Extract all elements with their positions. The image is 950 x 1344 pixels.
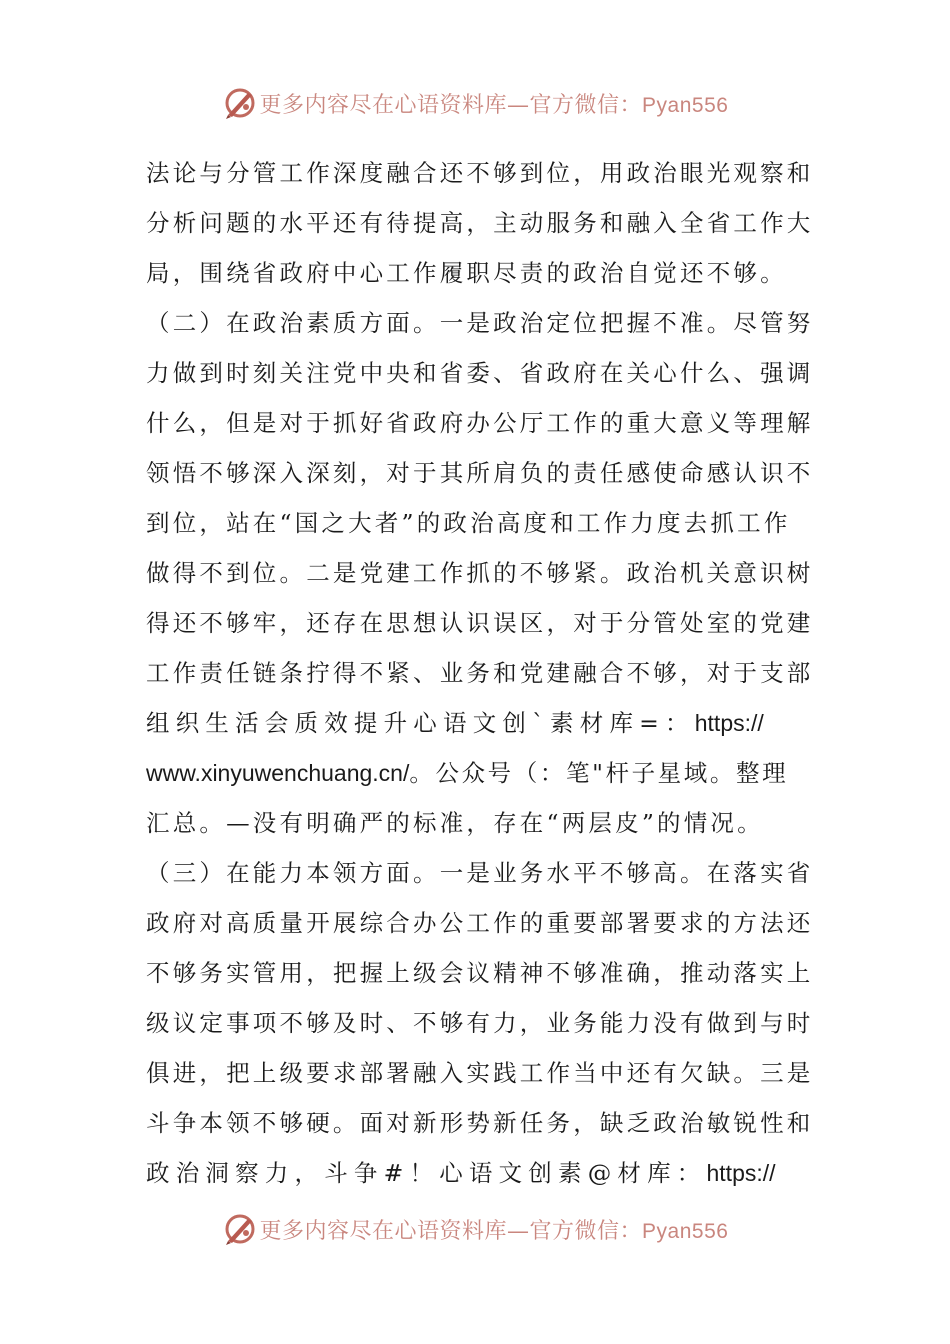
header-banner [0,78,950,128]
header-banner-label: 更多内容尽在心语资料库—官方微信： [259,92,643,118]
text-line-content: 到位，站在“国之大者”的政治高度和工作力度去抓工作 [146,509,791,537]
text-line-content: 分析问题的水平还有待提高，主动服务和融入全省工作大 [146,209,814,237]
text-line-content: 领悟不够深入深刻，对于其所肩负的责任感使命感认识不 [146,459,814,487]
text-line [146,898,814,948]
text-line [146,798,806,848]
text-line-content: 工作责任链条拧得不紧、业务和党建融合不够，对于支部 [146,659,814,687]
text-line-content: 什么，但是对于抓好省政府办公厅工作的重大意义等理解 [146,409,814,437]
text-line-content: 俱进，把上级要求部署融入实践工作当中还有欠缺。三是 [146,1059,814,1087]
text-line [146,148,814,198]
text-line-content: 级议定事项不够及时、不够有力，业务能力没有做到与时 [146,1009,814,1037]
text-line-content: 做得不到位。二是党建工作抓的不够紧。政治机关意识树 [146,559,814,587]
text-line-content: 汇总。—没有明确严的标准，存在“两层皮”的情况。 [146,809,764,837]
text-line-content: 局，围绕省政府中心工作履职尽责的政治自觉还不够。 [146,259,787,287]
url-fragment: https:// [694,710,764,736]
text-line-content: 斗争本领不够硬。面对新形势新任务，缺乏政治敏锐性和 [146,1109,814,1137]
text-line [146,748,806,798]
text-line [146,698,806,748]
text-line [146,648,814,698]
text-line-content: （二）在政治素质方面。一是政治定位把握不准。尽管努 [146,309,814,337]
text-line-content: 不够务实管用，把握上级会议精神不够准确，推动落实上 [146,959,814,987]
text-line [146,448,814,498]
pen-seal-icon [222,1211,258,1247]
text-line-content: 政治洞察力，斗争#！心语文创素@材库： [146,1159,707,1187]
header-banner-text [260,88,729,119]
footer-banner-label: 更多内容尽在心语资料库—官方微信： [259,1218,643,1244]
text-line-content: 组织生活会质效提升心语文创`素材库=： [146,709,695,737]
url-fragment: www.xinyuwenchuang.cn/ [146,760,410,786]
text-line [146,598,814,648]
text-line-content: （三）在能力本领方面。一是业务水平不够高。在落实省 [146,859,814,887]
text-line [146,398,814,448]
text-line-content: 力做到时刻关注党中央和省委、省政府在关心什么、强调 [146,359,814,387]
text-line-content: 法论与分管工作深度融合还不够到位，用政治眼光观察和 [146,159,814,187]
text-line [146,198,814,248]
text-line-content: 政府对高质量开展综合办公工作的重要部署要求的方法还 [146,909,814,937]
url-fragment: https:// [706,1160,776,1186]
footer-banner-text [260,1214,729,1245]
text-line [146,1098,814,1148]
text-line [146,548,814,598]
footer-banner [0,1204,950,1254]
text-line [146,1048,814,1098]
text-line [146,848,814,898]
text-line [146,498,806,548]
text-line [146,248,806,298]
footer-wechat-id: Pyan556 [642,1219,729,1243]
text-line-content: 得还不够牢，还存在思想认识误区，对于分管处室的党建 [146,609,814,637]
text-line [146,348,814,398]
pen-seal-icon [222,85,258,121]
document-body [146,148,814,1198]
text-line [146,298,814,348]
text-line [146,998,814,1048]
text-line-content: 。公众号（：笔"杆子星域。整理 [409,759,789,787]
header-wechat-id: Pyan556 [642,93,729,117]
text-line [146,948,814,998]
text-line [146,1148,806,1198]
